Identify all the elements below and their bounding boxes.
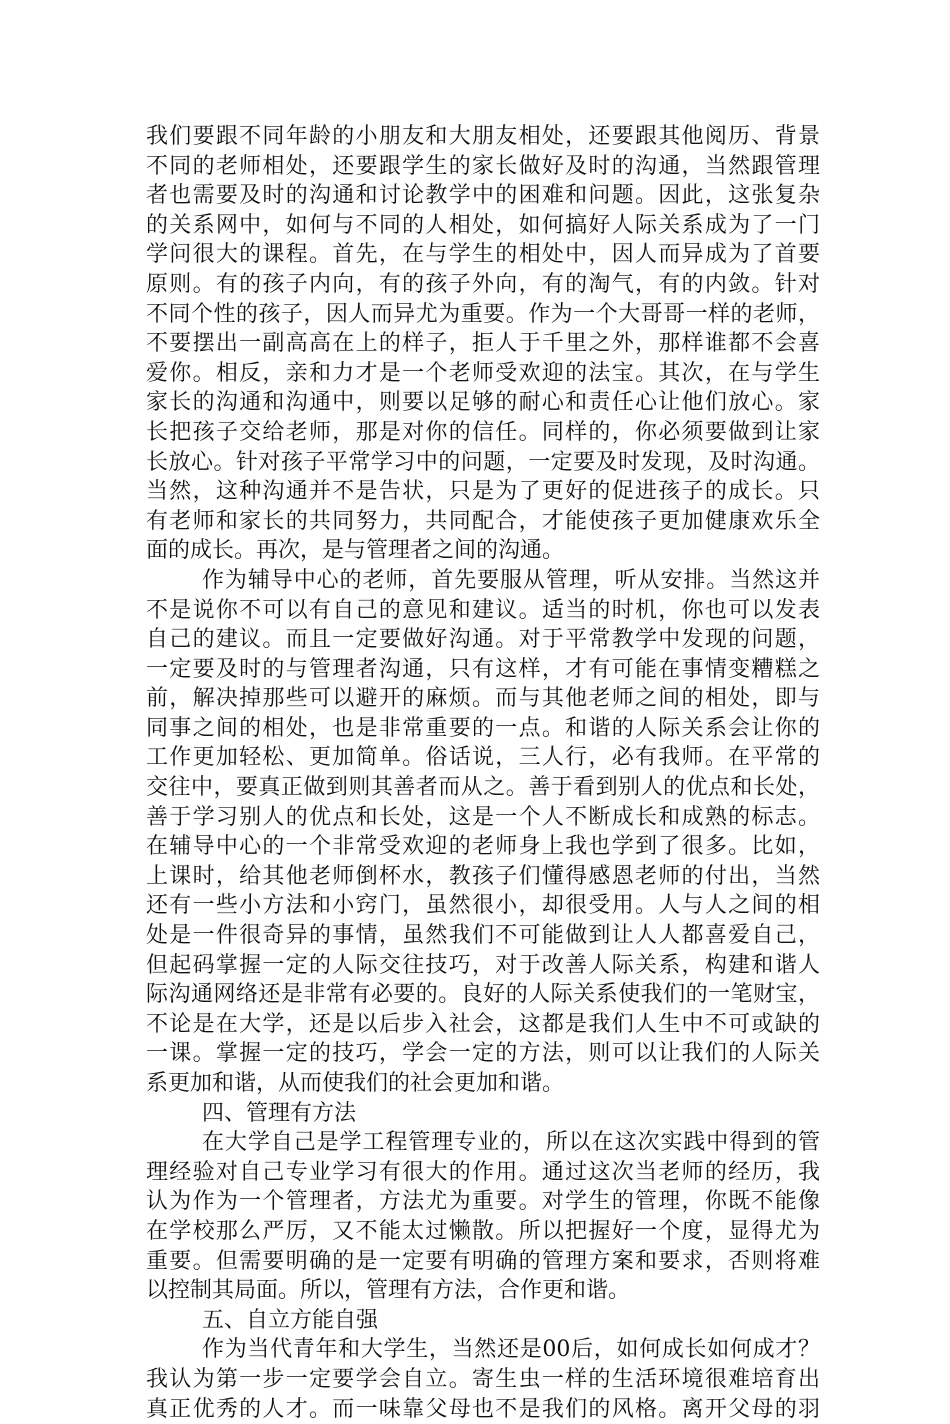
text-line: 者也需要及时的沟通和讨论教学中的困难和问题。因此，这张复杂 [146, 183, 820, 209]
text-line: 原则。有的孩子内向，有的孩子外向，有的淘气，有的内敛。针对 [146, 271, 820, 297]
text-line: 以控制其局面。所以，管理有方法，合作更和谐。 [146, 1278, 631, 1304]
text-line: 不同的老师相处，还要跟学生的家长做好及时的沟通，当然跟管理 [146, 153, 820, 179]
text-line: 一课。掌握一定的技巧，学会一定的方法，则可以让我们的人际关 [146, 1041, 820, 1067]
text-line: 不论是在大学，还是以后步入社会，这都是我们人生中不可或缺的 [146, 1011, 820, 1037]
text-line: 处是一件很奇异的事情，虽然我们不可能做到让人人都喜爱自己， [146, 923, 820, 949]
text-line: 不同个性的孩子，因人而异尤为重要。作为一个大哥哥一样的老师， [146, 301, 820, 327]
text-line: 一定要及时的与管理者沟通，只有这样，才有可能在事情变糟糕之 [146, 656, 820, 682]
text-line: 同事之间的相处，也是非常重要的一点。和谐的人际关系会让你的 [146, 715, 820, 741]
text-line: 我认为第一步一定要学会自立。寄生虫一样的生活环境很难培育出 [146, 1366, 820, 1392]
text-line: 际沟通网络还是非常有必要的。良好的人际关系使我们的一笔财宝， [146, 982, 820, 1008]
text-line: 在辅导中心的一个非常受欢迎的老师身上我也学到了很多。比如， [146, 834, 820, 860]
text-line: 爱你。相反，亲和力才是一个老师受欢迎的法宝。其次，在与学生 [146, 360, 820, 386]
text-line: 真正优秀的人才。而一味靠父母也不是我们的风格。离开父母的羽 [146, 1396, 820, 1422]
text-line: 当然，这种沟通并不是告状，只是为了更好的促进孩子的成长。只 [146, 479, 820, 505]
text-line: 作为当代青年和大学生，当然还是00后，如何成长如何成才？ [202, 1337, 820, 1363]
text-line: 自己的建议。而且一定要做好沟通。对于平常教学中发现的问题， [146, 627, 820, 653]
text-line: 还有一些小方法和小窍门，虽然很小，却很受用。人与人之间的相 [146, 893, 820, 919]
text-line: 在大学自己是学工程管理专业的，所以在这次实践中得到的管 [202, 1130, 820, 1156]
text-line: 的关系网中，如何与不同的人相处，如何搞好人际关系成为了一门 [146, 212, 820, 238]
text-line: 有老师和家长的共同努力，共同配合，才能使孩子更加健康欢乐全 [146, 508, 820, 534]
text-line: 学问很大的课程。首先，在与学生的相处中，因人而异成为了首要 [146, 242, 820, 268]
text-line: 上课时，给其他老师倒杯水，教孩子们懂得感恩老师的付出，当然 [146, 863, 820, 889]
text-line: 但起码掌握一定的人际交往技巧，对于改善人际关系，构建和谐人 [146, 952, 820, 978]
text-line: 交往中，要真正做到则其善者而从之。善于看到别人的优点和长处， [146, 775, 820, 801]
text-line: 五、自立方能自强 [202, 1307, 379, 1333]
text-line: 系更加和谐，从而使我们的社会更加和谐。 [146, 1071, 565, 1096]
text-line: 不要摆出一副高高在上的样子，拒人于千里之外，那样谁都不会喜 [146, 331, 820, 357]
document-body [146, 122, 820, 1424]
text-line: 重要。但需要明确的是一定要有明确的管理方案和要求，否则将难 [146, 1248, 820, 1274]
text-line: 长把孩子交给老师，那是对你的信任。同样的，你必须要做到让家 [146, 419, 820, 445]
text-line: 前，解决掉那些可以避开的麻烦。而与其他老师之间的相处，即与 [146, 686, 820, 712]
text-line: 善于学习别人的优点和长处，这是一个人不断成长和成熟的标志。 [146, 804, 820, 830]
text-line: 四、管理有方法 [202, 1100, 357, 1126]
text-line: 认为作为一个管理者，方法尤为重要。对学生的管理，你既不能像 [146, 1189, 820, 1215]
text-line: 家长的沟通和沟通中，则要以足够的耐心和责任心让他们放心。家 [146, 390, 820, 416]
text-line: 我们要跟不同年龄的小朋友和大朋友相处，还要跟其他阅历、背景 [146, 124, 820, 149]
text-line: 理经验对自己专业学习有很大的作用。通过这次当老师的经历，我 [146, 1159, 820, 1185]
text-line: 面的成长。再次，是与管理者之间的沟通。 [146, 538, 565, 564]
text-line: 工作更加轻松、更加简单。俗话说，三人行，必有我师。在平常的 [146, 745, 820, 771]
text-line: 作为辅导中心的老师，首先要服从管理，听从安排。当然这并 [202, 567, 820, 593]
text-line: 在学校那么严厉，又不能太过懒散。所以把握好一个度，显得尤为 [146, 1218, 820, 1244]
text-line: 长放心。针对孩子平常学习中的问题，一定要及时发现，及时沟通。 [146, 449, 820, 475]
text-line: 不是说你不可以有自己的意见和建议。适当的时机，你也可以发表 [146, 597, 820, 623]
